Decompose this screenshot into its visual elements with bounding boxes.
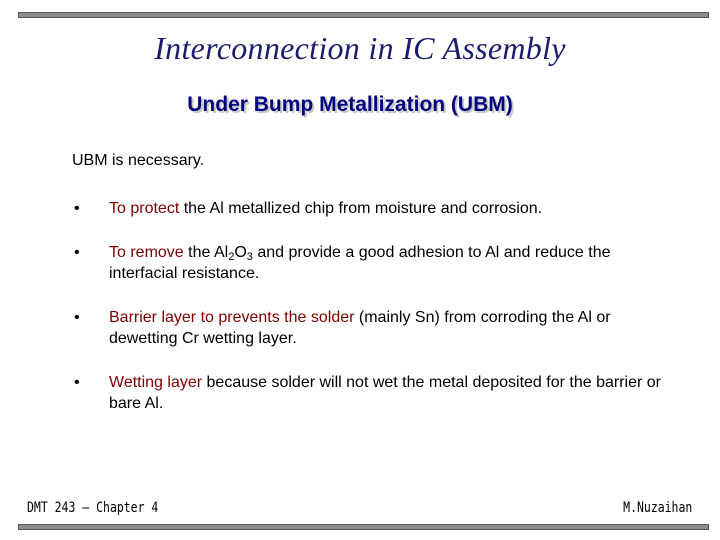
- bullet-marker: •: [74, 244, 80, 261]
- bullet-highlight: Barrier layer to prevents the solder: [109, 309, 355, 326]
- bullet-marker: •: [74, 200, 80, 217]
- slide-subtitle: Under Bump Metallization (UBM): [187, 93, 513, 116]
- footer-course: DMT 243 – Chapter 4: [27, 500, 159, 516]
- subscript-3: 3: [246, 251, 253, 263]
- bullet-marker: •: [74, 374, 80, 391]
- bullet-text: [109, 242, 669, 284]
- bullet-text: [109, 307, 669, 349]
- slide-title: Interconnection in IC Assembly: [154, 30, 566, 66]
- subscript-2: 2: [228, 251, 235, 263]
- bullet-text: [109, 372, 669, 414]
- intro-text: UBM is necessary.: [72, 152, 205, 169]
- bullet-pre-sub: the Al: [183, 244, 229, 261]
- bullet-highlight: Wetting layer: [109, 374, 203, 391]
- bullet-highlight: To remove: [109, 244, 184, 261]
- bullet-rest: (mainly Sn) from corroding the Al or dewetting Cr wetting layer.: [109, 309, 611, 347]
- top-decor-bar: [18, 12, 709, 18]
- bullet-text: [109, 198, 669, 219]
- footer-author: M.Nuzaihan: [622, 500, 692, 516]
- bottom-decor-bar: [18, 524, 709, 530]
- bullet-marker: •: [74, 309, 80, 326]
- bullet-rest: the Al metallized chip from moisture and corrosion.: [179, 200, 543, 217]
- bullet-rest: and provide a good adhesion to Al and reduce the interfacial resistance.: [109, 244, 611, 282]
- bullet-rest: because solder will not wet the metal deposited for the barrier or bare Al.: [109, 374, 661, 412]
- bullet-mid: O: [234, 244, 247, 261]
- bullet-highlight: To protect: [109, 200, 180, 217]
